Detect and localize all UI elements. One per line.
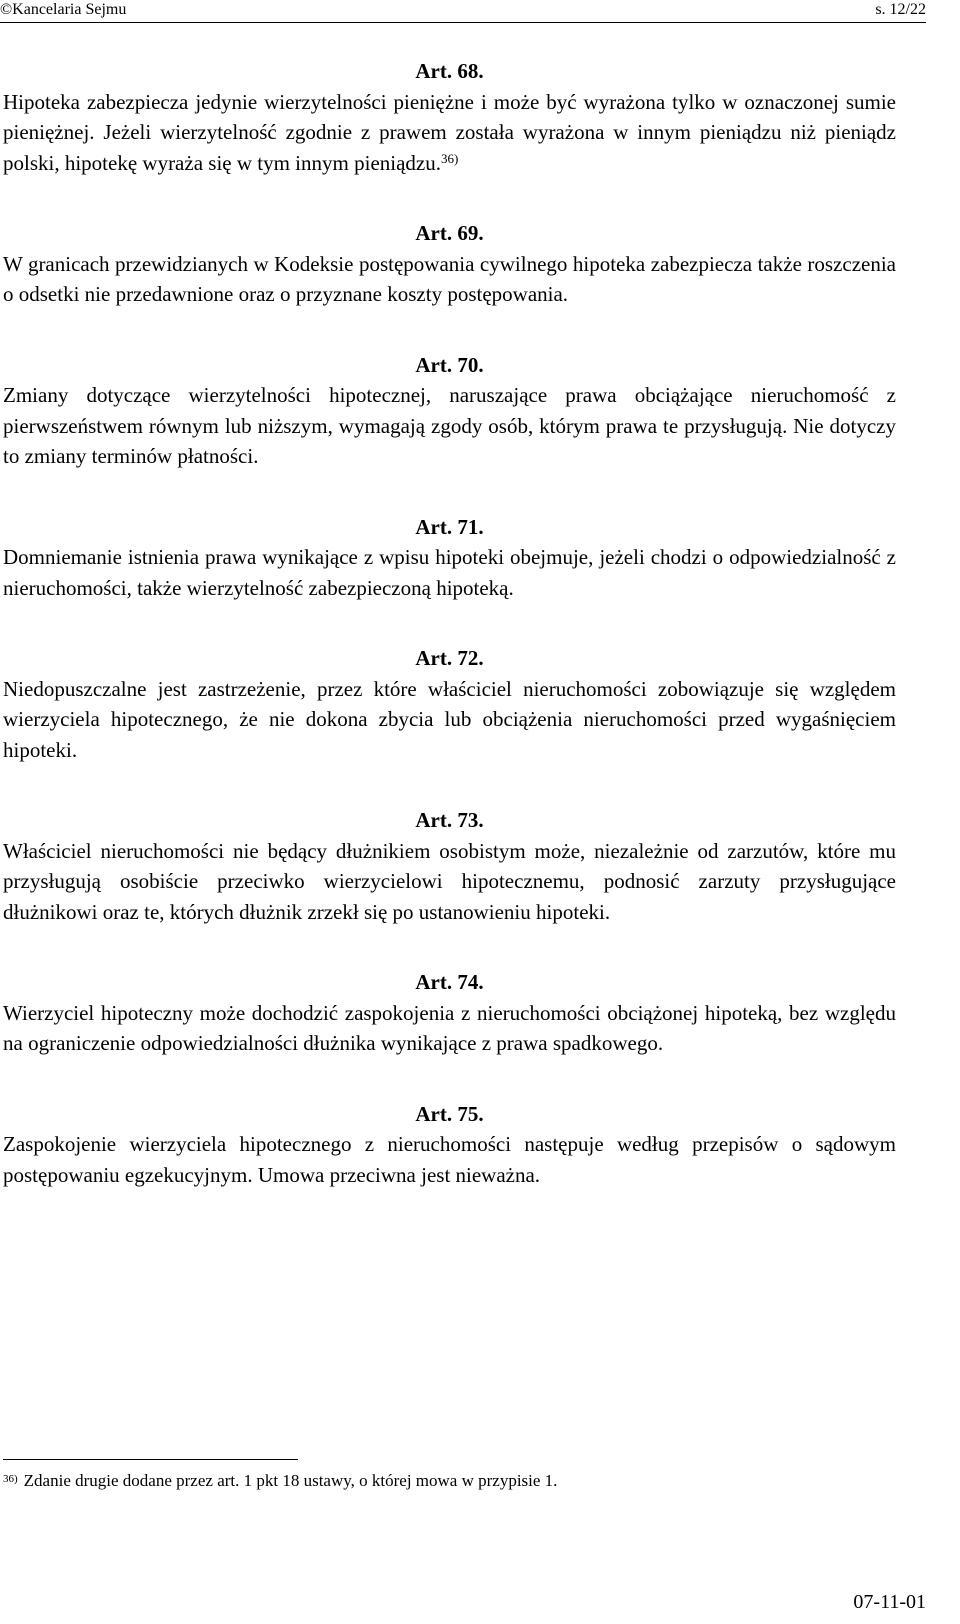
article-title: Art. 68.: [415, 59, 484, 83]
article-text: Wierzyciel hipoteczny może dochodzić zaspokojenia z nieruchomości obciążonej hipoteką, bez względu na ograniczenie odpowiedzialności dłużnika wynikające z prawa spadkowego.: [3, 1000, 896, 1055]
article-title: Art. 71.: [415, 514, 484, 539]
article-text: Niedopuszczalne jest zastrzeżenie, przez które właściciel nieruchomości zobowiązuje się względem wierzyciela hipotecznego, że nie dokona zbycia lub obciążenia nieruchomości przed wygaśnięciem hipoteki.: [3, 676, 896, 762]
article-title: Art. 70.: [415, 352, 484, 377]
article-body: Hipoteka zabezpiecza jedynie wierzytelności pieniężne i może być wyrażona tylko w oznaczonej sumie pieniężnej. Jeżeli wierzytelność zgodnie z prawem została wyrażona w innym pieniądzu niż pieniądz polski, hipotekę wyraża się w tym innym pieniądzu.: [3, 89, 896, 175]
article-68: [3, 56, 896, 178]
source-link[interactable]: ©Kancelaria Sejmu: [0, 1, 127, 18]
article-70: [3, 350, 896, 472]
document-body: [3, 56, 896, 1230]
article-69: [3, 218, 896, 310]
article-75: [3, 1099, 896, 1191]
article-text: W granicach przewidzianych w Kodeksie postępowania cywilnego hipoteka zabezpiecza także roszczenia o odsetki nie przedawnione oraz o przyznane koszty postępowania.: [3, 251, 896, 306]
article-title: Art. 73.: [415, 808, 484, 832]
page-header: [0, 0, 926, 23]
page-identifier: 07-11-01: [853, 1591, 926, 1613]
article-text: [3, 87, 896, 179]
article-title: Art. 72.: [415, 646, 484, 670]
article-text: Domniemanie istnienia prawa wynikające z wpisu hipoteki obejmuje, jeżeli chodzi o odpowiedzialność z nieruchomości, także wierzytelność zabezpieczoną hipoteką.: [3, 545, 896, 600]
article-text: Właściciel nieruchomości nie będący dłużnikiem osobistym może, niezależnie od zarzutów, które mu przysługują osobiście przeciwko wierzycielowi hipotecznemu, podnosić zarzuty przysługujące dłużnikowi oraz te, których dłużnik zrzekł się po ustanowieniu hipoteki.: [3, 838, 896, 924]
article-72: [3, 643, 896, 765]
article-73: [3, 805, 896, 927]
footnote-marker: 36): [3, 1473, 18, 1485]
footnote-divider: [3, 1459, 298, 1460]
page-number-link[interactable]: s. 12/22: [875, 1, 926, 18]
article-title: Art. 74.: [415, 970, 484, 994]
footnote-text: Zdanie drugie dodane przez art. 1 pkt 18 ustawy, o której mowa w przypisie 1.: [23, 1471, 558, 1490]
footnote-reference[interactable]: 36): [441, 150, 459, 166]
article-title: Art. 75.: [415, 1101, 484, 1126]
article-text: Zmiany dotyczące wierzytelności hipotecznej, naruszające prawa obciążające nieruchomość z pierwszeństwem równym lub niższym, wymagają zgody osób, którym prawa te przysługują. Nie dotyczy to zmiany terminów płatności.: [3, 383, 896, 468]
article-text: Zaspokojenie wierzyciela hipotecznego z nieruchomości następuje według przepisów o sądowym postępowaniu egzekucyjnym. Umowa przeciwna jest nieważna.: [3, 1132, 896, 1187]
article-71: [3, 512, 896, 604]
article-74: [3, 967, 896, 1059]
footnote: [3, 1469, 896, 1493]
article-title: Art. 69.: [415, 221, 484, 245]
